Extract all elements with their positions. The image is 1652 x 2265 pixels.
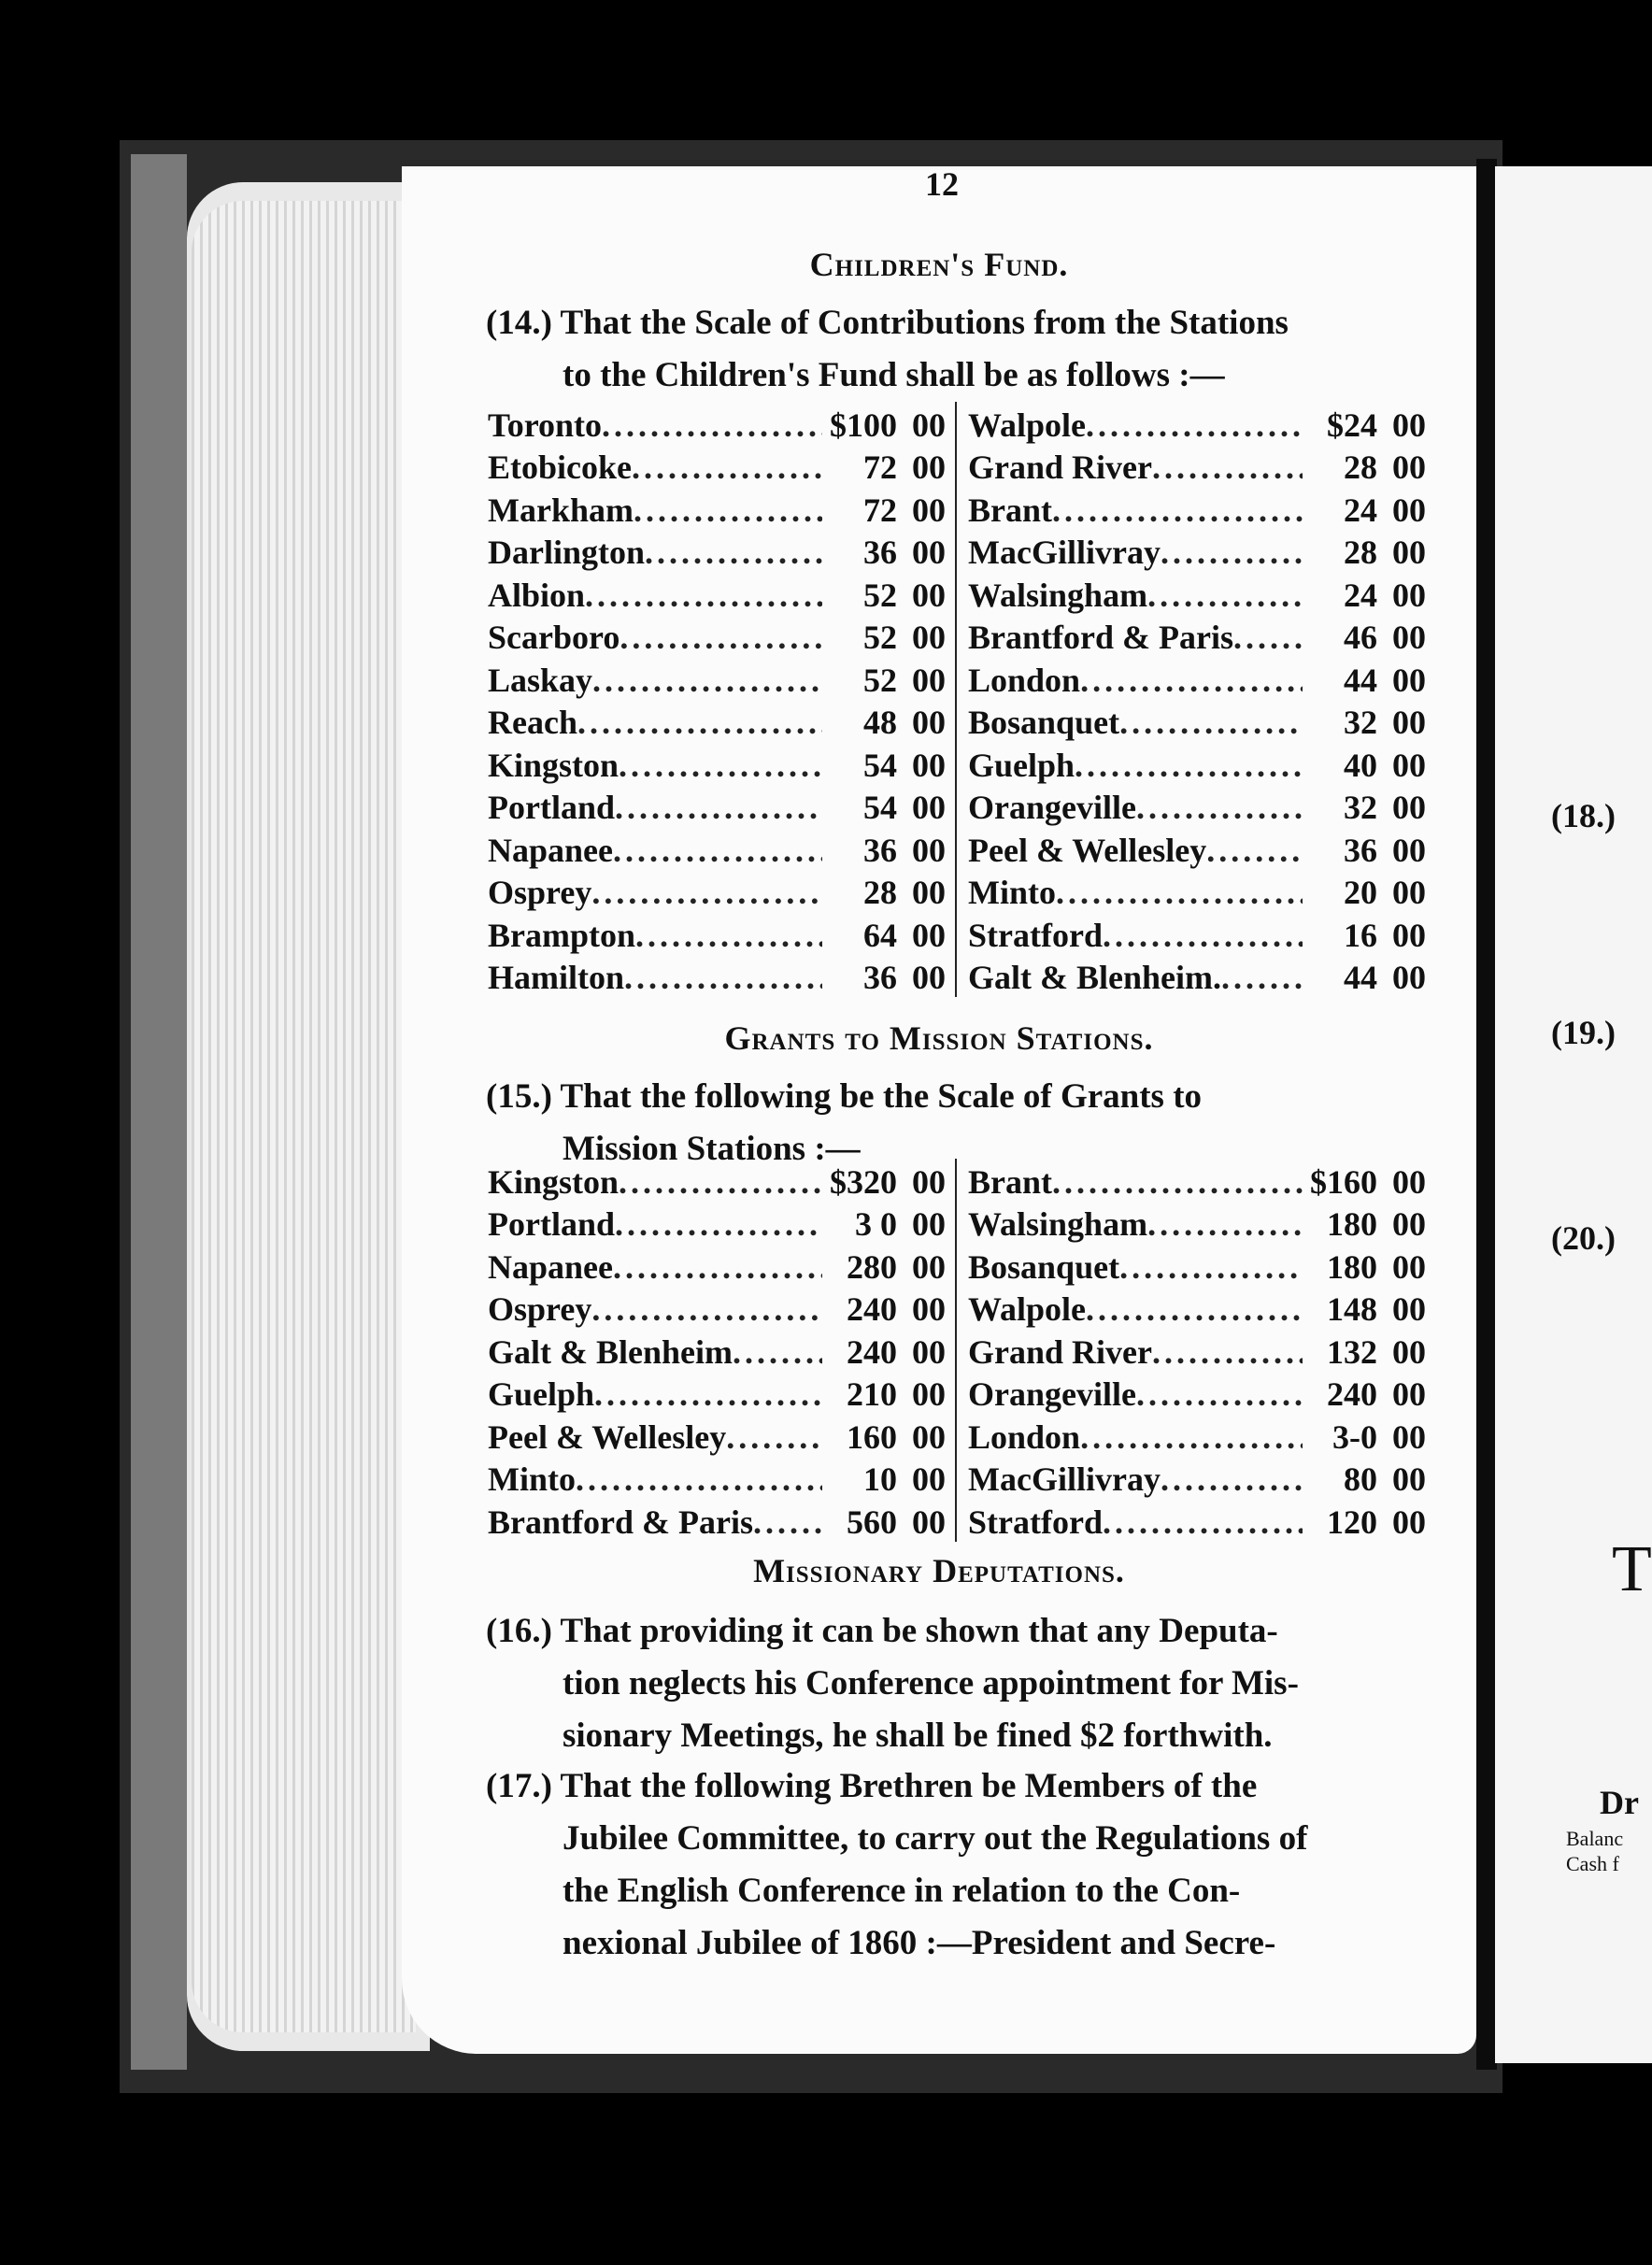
right-page-resolution-20: (20.) [1551, 1219, 1616, 1257]
resolution-text-cont: Mission Stations :— [563, 1130, 861, 1168]
leader-dots [1052, 491, 1303, 530]
station-name: Minto [488, 1460, 576, 1498]
leader-dots [624, 958, 822, 997]
table-row [488, 870, 946, 913]
table-row [488, 487, 946, 530]
amount: 28 [1344, 449, 1377, 486]
childrens-fund-left-column [488, 402, 957, 997]
cents: 00 [912, 1205, 946, 1243]
amount: 36 [1344, 831, 1377, 869]
cents: 00 [1392, 576, 1426, 614]
cents: 00 [912, 1375, 946, 1413]
table-row [488, 742, 946, 785]
cents: 00 [1392, 831, 1426, 869]
cents: 00 [912, 534, 946, 571]
table-row [968, 1499, 1426, 1542]
table-row [488, 1244, 946, 1287]
table-row [968, 1202, 1426, 1245]
amount: 560 [847, 1503, 897, 1541]
leader-dots [620, 618, 822, 657]
childrens-fund-heading: Children's Fund. [809, 246, 1069, 283]
table-row [488, 1287, 946, 1330]
cents: 00 [912, 661, 946, 699]
amount: $320 [830, 1162, 897, 1201]
amount: 210 [847, 1375, 897, 1413]
resolution-text-cont: the English Conference in relation to the Con- [563, 1872, 1241, 1910]
cents: 00 [912, 1460, 946, 1498]
cents: 00 [1392, 1375, 1426, 1413]
amount: 10 [863, 1460, 897, 1498]
station-name: Bosanquet [968, 1247, 1120, 1286]
table-row [968, 785, 1426, 828]
table-row [488, 572, 946, 615]
leader-dots [619, 746, 822, 785]
table-row [488, 657, 946, 700]
cents: 00 [1392, 449, 1426, 486]
book-gutter [1476, 159, 1497, 2070]
resolution-text: That the following be the Scale of Grants to [560, 1077, 1203, 1116]
station-name: Osprey [488, 874, 592, 911]
leader-dots [613, 1247, 822, 1287]
leader-dots [1147, 576, 1303, 615]
table-row [488, 700, 946, 743]
table-row [488, 615, 946, 658]
leader-dots [753, 1503, 822, 1542]
station-name: Laskay [488, 661, 593, 699]
station-name: Brantford & Paris [968, 619, 1233, 656]
leader-dots [632, 448, 822, 487]
leader-dots [615, 1204, 822, 1244]
station-name: Toronto [488, 406, 603, 444]
station-name: Guelph [968, 746, 1075, 784]
station-name: Napanee [488, 1247, 613, 1286]
leader-dots [1161, 1460, 1303, 1499]
amount: 148 [1327, 1290, 1377, 1328]
table-row [968, 445, 1426, 488]
resolution-14 [486, 297, 1402, 402]
cents: 00 [1392, 1417, 1426, 1456]
amount: 52 [863, 661, 897, 699]
table-row [488, 1499, 946, 1542]
station-name: MacGillivray [968, 1460, 1161, 1498]
station-name: Minto [968, 874, 1056, 911]
childrens-fund-right-column [957, 402, 1426, 997]
resolution-text: That providing it can be shown that any Deputa- [560, 1612, 1278, 1650]
table-row [488, 1372, 946, 1415]
amount: 46 [1344, 619, 1377, 656]
cents: 00 [912, 874, 946, 911]
cents: 00 [1392, 1332, 1426, 1371]
leader-dots [591, 873, 822, 912]
table-row [968, 742, 1426, 785]
table-row [488, 1329, 946, 1372]
leader-dots [1086, 1289, 1303, 1329]
grants-heading: Grants to Mission Stations. [724, 1019, 1154, 1057]
table-row [968, 700, 1426, 743]
cents: 00 [1392, 491, 1426, 529]
cents: 00 [1392, 661, 1426, 699]
amount: 20 [1344, 874, 1377, 911]
cents: 00 [1392, 534, 1426, 571]
cents: 00 [912, 1332, 946, 1371]
leader-dots [619, 1162, 822, 1202]
table-row [488, 445, 946, 488]
station-name: Albion [488, 576, 586, 614]
station-name: Portland [488, 1205, 616, 1243]
leader-dots [1056, 873, 1303, 912]
station-name: Scarboro [488, 619, 620, 656]
cents: 00 [912, 704, 946, 741]
right-page-resolution-18: (18.) [1551, 797, 1616, 834]
leader-dots [635, 916, 822, 955]
leader-dots [1119, 703, 1303, 742]
leader-dots [1086, 406, 1303, 445]
childrens-fund-table [488, 402, 1426, 997]
leader-dots [1206, 831, 1303, 870]
cents: 00 [1392, 1247, 1426, 1286]
table-row [968, 657, 1426, 700]
cents: 00 [1392, 1205, 1426, 1243]
station-name: Walsingham [968, 576, 1148, 614]
leader-dots [1233, 618, 1303, 657]
amount: 44 [1344, 959, 1377, 996]
leader-dots [1052, 1162, 1303, 1202]
amount: 3-0 [1332, 1417, 1377, 1456]
amount: 36 [863, 831, 897, 869]
table-row [968, 1372, 1426, 1415]
right-page-cash: Cash f [1566, 1852, 1619, 1875]
station-name: Brant [968, 491, 1052, 529]
amount: 28 [1344, 534, 1377, 571]
cents: 00 [1392, 916, 1426, 954]
station-name: Grand River [968, 449, 1152, 486]
station-name: Walpole [968, 1290, 1087, 1328]
leader-dots [602, 406, 822, 445]
amount: 72 [863, 449, 897, 486]
leader-dots [577, 703, 822, 742]
table-row [968, 1287, 1426, 1330]
resolution-17 [486, 1760, 1402, 1970]
leader-dots [1152, 448, 1303, 487]
amount: 24 [1344, 491, 1377, 529]
right-page-resolution-19: (19.) [1551, 1014, 1616, 1051]
station-name: London [968, 661, 1081, 699]
cents: 00 [912, 491, 946, 529]
leader-dots [1075, 746, 1303, 785]
amount: 64 [863, 916, 897, 954]
table-row [968, 955, 1426, 998]
amount: 72 [863, 491, 897, 529]
cents: 00 [912, 576, 946, 614]
leader-dots [576, 1460, 822, 1499]
page-stack-edges [192, 201, 416, 2032]
cents: 00 [912, 746, 946, 784]
station-name: Galt & Blenheim. [968, 959, 1221, 996]
table-row [488, 827, 946, 870]
resolution-text-cont: Jubilee Committee, to carry out the Regulations of [563, 1819, 1308, 1858]
leader-dots [733, 1332, 822, 1372]
leader-dots [645, 533, 822, 572]
cents: 00 [912, 789, 946, 826]
table-row [488, 402, 946, 445]
station-name: Guelph [488, 1375, 595, 1413]
station-name: Napanee [488, 831, 613, 869]
leader-dots [1147, 1204, 1303, 1244]
table-row [968, 572, 1426, 615]
leader-dots [1152, 1332, 1303, 1372]
amount: 36 [863, 959, 897, 996]
leader-dots [1119, 1247, 1303, 1287]
table-row [968, 1414, 1426, 1457]
table-row [488, 1414, 946, 1457]
cents: 00 [912, 916, 946, 954]
cents: 00 [1392, 1162, 1426, 1201]
station-name: Stratford [968, 916, 1103, 954]
leader-dots [615, 788, 822, 827]
resolution-number: (17.) [486, 1767, 552, 1805]
amount: 160 [847, 1417, 897, 1456]
amount: 280 [847, 1247, 897, 1286]
station-name: Peel & Wellesley [968, 831, 1207, 869]
leader-dots [726, 1417, 822, 1457]
cents: 00 [912, 1162, 946, 1201]
station-name: Hamilton [488, 959, 625, 996]
resolution-number: (15.) [486, 1077, 552, 1116]
station-name: Stratford [968, 1503, 1103, 1541]
amount: 32 [1344, 704, 1377, 741]
cents: 00 [1392, 704, 1426, 741]
amount: 3 0 [855, 1205, 897, 1243]
cents: 00 [1392, 746, 1426, 784]
station-name: Osprey [488, 1290, 592, 1328]
cents: 00 [1392, 789, 1426, 826]
table-row [968, 1457, 1426, 1500]
cents: 00 [912, 619, 946, 656]
station-name: Walpole [968, 406, 1087, 444]
cents: 00 [1392, 1460, 1426, 1498]
leader-dots [585, 576, 822, 615]
station-name: Peel & Wellesley [488, 1417, 727, 1456]
station-name: Reach [488, 704, 577, 741]
grants-right-column [957, 1159, 1426, 1542]
amount: 16 [1344, 916, 1377, 954]
station-name: London [968, 1417, 1081, 1456]
station-name: Grand River [968, 1332, 1152, 1371]
leader-dots [634, 491, 822, 530]
leader-dots [591, 1289, 822, 1329]
cents: 00 [1392, 959, 1426, 996]
table-row [488, 955, 946, 998]
table-row [968, 615, 1426, 658]
station-name: MacGillivray [968, 534, 1161, 571]
cents: 00 [912, 959, 946, 996]
amount: 32 [1344, 789, 1377, 826]
station-name: Etobicoke [488, 449, 633, 486]
leader-dots [1136, 788, 1303, 827]
right-page-balance: Balanc [1566, 1827, 1624, 1850]
amount: 240 [847, 1290, 897, 1328]
amount: 240 [847, 1332, 897, 1371]
resolution-text-cont: nexional Jubilee of 1860 :—President and Secre- [563, 1924, 1276, 1962]
right-page-large-letter: T [1612, 1533, 1652, 1605]
table-row [488, 1202, 946, 1245]
amount: 132 [1327, 1332, 1377, 1371]
resolution-number: (16.) [486, 1612, 552, 1650]
cents: 00 [912, 1290, 946, 1328]
table-row [488, 1457, 946, 1500]
table-row [968, 912, 1426, 955]
amount: $24 [1327, 406, 1377, 444]
cents: 00 [912, 1247, 946, 1286]
table-row [488, 785, 946, 828]
leader-dots [1221, 958, 1303, 997]
table-row [968, 1159, 1426, 1202]
cents: 00 [912, 831, 946, 869]
station-name: Darlington [488, 534, 646, 571]
table-row [488, 1159, 946, 1202]
table-row [968, 530, 1426, 573]
amount: $100 [830, 406, 897, 444]
leader-dots [1161, 533, 1303, 572]
amount: 44 [1344, 661, 1377, 699]
cents: 00 [1392, 1503, 1426, 1541]
amount: 80 [1344, 1460, 1377, 1498]
cents: 00 [1392, 406, 1426, 444]
table-row [968, 827, 1426, 870]
table-row [968, 1244, 1426, 1287]
leader-dots [613, 831, 822, 870]
station-name: Markham [488, 491, 634, 529]
station-name: Bosanquet [968, 704, 1120, 741]
amount: 52 [863, 619, 897, 656]
amount: $160 [1310, 1162, 1377, 1201]
resolution-text: That the Scale of Contributions from the Stations [560, 304, 1289, 342]
station-name: Kingston [488, 1162, 620, 1201]
table-row [968, 487, 1426, 530]
table-row [968, 402, 1426, 445]
amount: 28 [863, 874, 897, 911]
amount: 120 [1327, 1503, 1377, 1541]
station-name: Walsingham [968, 1205, 1148, 1243]
leader-dots [1103, 1503, 1303, 1542]
resolution-number: (14.) [486, 304, 552, 342]
leader-dots [594, 1375, 822, 1414]
book-board [131, 154, 187, 2070]
resolution-text-cont: to the Children's Fund shall be as follows :— [563, 356, 1225, 394]
table-row [488, 912, 946, 955]
resolution-text: That the following Brethren be Members of the [560, 1767, 1258, 1805]
station-name: Brampton [488, 916, 636, 954]
amount: 240 [1327, 1375, 1377, 1413]
table-row [968, 870, 1426, 913]
amount: 40 [1344, 746, 1377, 784]
amount: 36 [863, 534, 897, 571]
deputations-heading: Missionary Deputations. [753, 1552, 1125, 1589]
amount: 52 [863, 576, 897, 614]
cents: 00 [912, 1417, 946, 1456]
amount: 48 [863, 704, 897, 741]
leader-dots [1080, 661, 1303, 700]
table-row [488, 530, 946, 573]
grants-left-column [488, 1159, 957, 1542]
station-name: Kingston [488, 746, 620, 784]
amount: 54 [863, 746, 897, 784]
station-name: Portland [488, 789, 616, 826]
station-name: Brant [968, 1162, 1052, 1201]
grants-table [488, 1159, 1426, 1542]
amount: 24 [1344, 576, 1377, 614]
station-name: Brantford & Paris [488, 1503, 753, 1541]
station-name: Galt & Blenheim [488, 1332, 733, 1371]
right-page-dr: Dr [1600, 1784, 1639, 1821]
amount: 180 [1327, 1205, 1377, 1243]
amount: 54 [863, 789, 897, 826]
right-page-fragment [1495, 166, 1652, 2063]
cents: 00 [912, 406, 946, 444]
station-name: Orangeville [968, 1375, 1136, 1413]
amount: 180 [1327, 1247, 1377, 1286]
station-name: Orangeville [968, 789, 1136, 826]
leader-dots [1080, 1417, 1303, 1457]
resolution-text-cont: tion neglects his Conference appointment for Mis- [563, 1664, 1299, 1702]
cents: 00 [1392, 1290, 1426, 1328]
cents: 00 [912, 449, 946, 486]
resolution-16 [486, 1605, 1402, 1762]
cents: 00 [912, 1503, 946, 1541]
cents: 00 [1392, 619, 1426, 656]
page-number: 12 [925, 165, 959, 203]
leader-dots [1136, 1375, 1303, 1414]
table-row [968, 1329, 1426, 1372]
leader-dots [592, 661, 822, 700]
cents: 00 [1392, 874, 1426, 911]
leader-dots [1103, 916, 1303, 955]
resolution-text-cont: sionary Meetings, he shall be fined $2 forthwith. [563, 1717, 1273, 1755]
